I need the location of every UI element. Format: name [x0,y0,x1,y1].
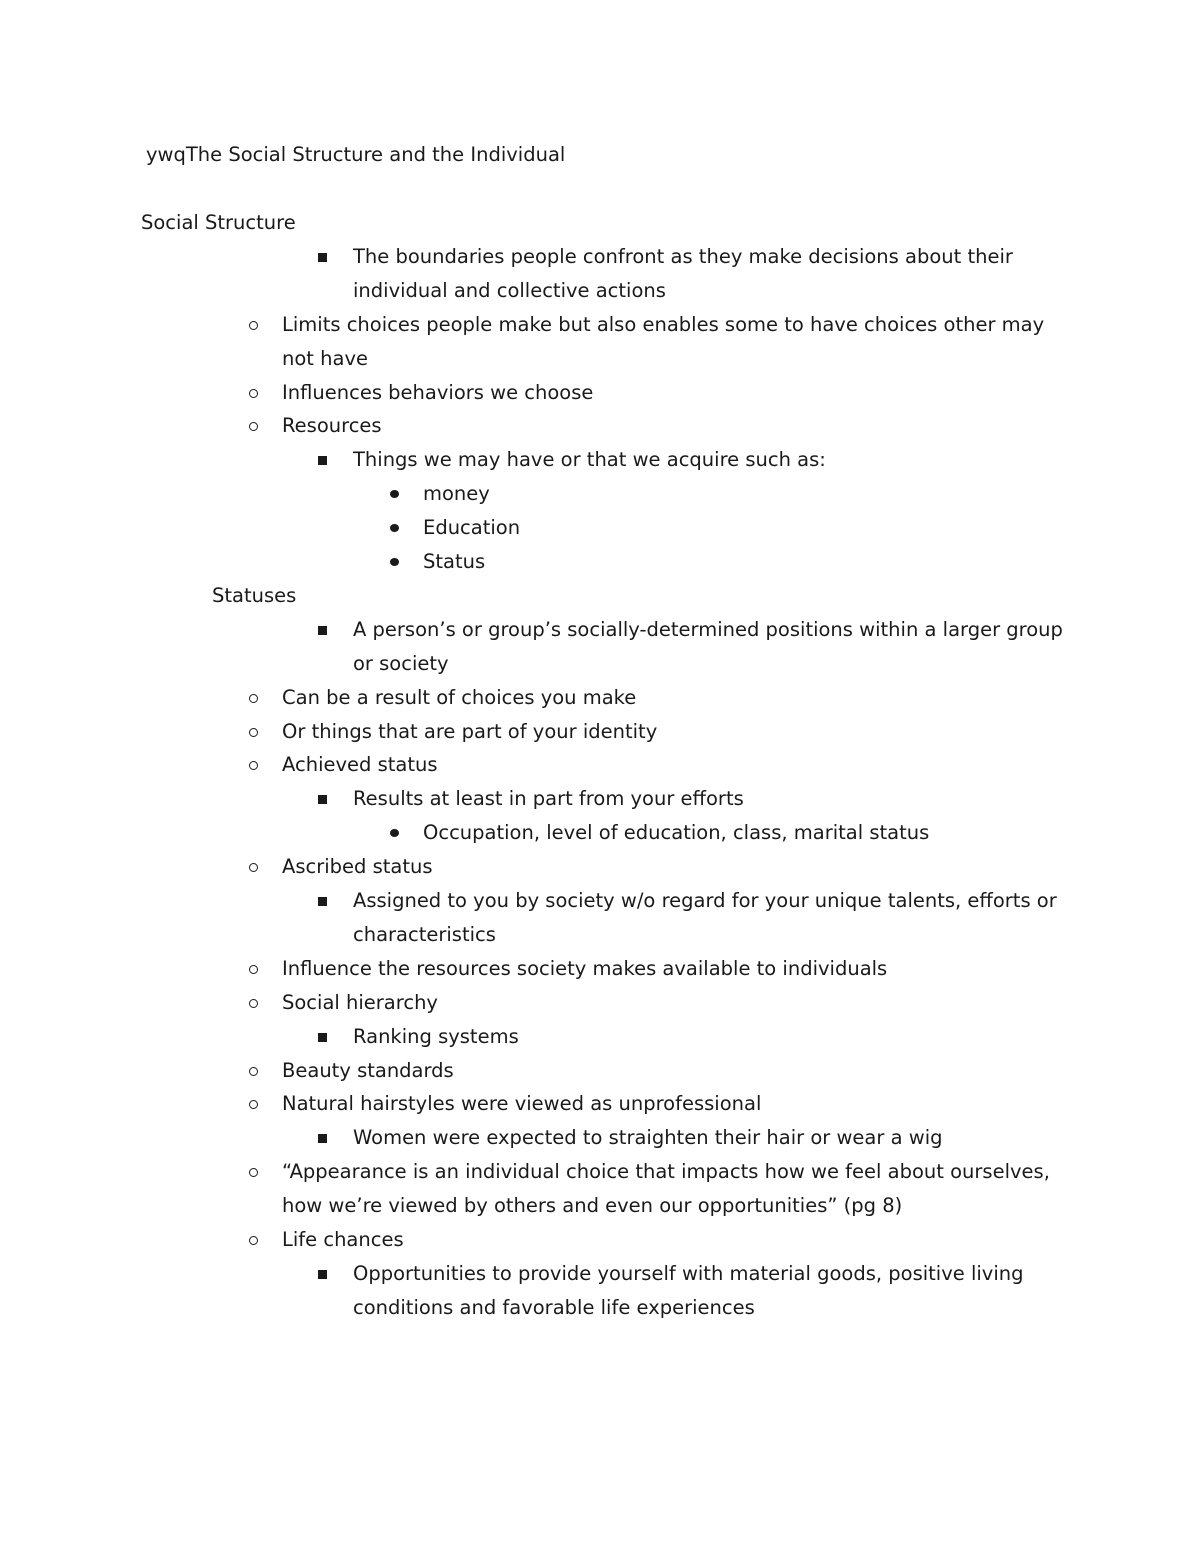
list-item-text: Or things that are part of your identity [282,719,658,743]
square-bullet-icon [318,897,327,906]
list-item-text: Resources [282,414,382,438]
filled-circle-bullet-icon [390,558,399,566]
document-title: ywqThe Social Structure and the Individual [146,143,566,166]
list-item-text: Life chances [282,1228,404,1251]
list-item-text: conditions and favorable life experiences [353,1295,755,1319]
section-heading: Social Structure [141,211,296,234]
square-bullet-icon [318,1134,327,1143]
list-item-text: Ranking systems [353,1024,519,1048]
filled-circle-bullet-icon [390,524,399,532]
hollow-circle-bullet-icon [249,1236,258,1245]
list-item-text: A person’s or group’s socially-determined positions within a larger group [353,617,1063,641]
list-item-text: characteristics [353,922,496,946]
section-heading: Statuses [212,583,297,607]
list-item-text: Status [423,550,486,573]
list-item-text: money [423,482,490,506]
list-item-text: Education [423,516,521,540]
hollow-circle-bullet-icon [249,1100,258,1109]
list-item-text: Natural hairstyles were viewed as unprofessional [282,1092,762,1116]
hollow-circle-bullet-icon [249,422,258,431]
list-item-text: Assigned to you by society w/o regard for your unique talents, efforts or [353,889,1057,912]
hollow-circle-bullet-icon [249,694,258,703]
list-item-text: or society [353,651,449,675]
list-item-text: Influences behaviors we choose [282,380,594,404]
hollow-circle-bullet-icon [249,389,258,398]
list-item-text: Ascribed status [282,855,433,879]
list-item-text: The boundaries people confront as they make decisions about their [353,244,1013,268]
square-bullet-icon [318,456,327,465]
list-item-text: Limits choices people make but also enables some to have choices other may [282,312,1045,336]
hollow-circle-bullet-icon [249,761,258,770]
hollow-circle-bullet-icon [249,1067,258,1076]
list-item-text: Opportunities to provide yourself with material goods, positive living [353,1261,1024,1285]
list-item-text: Occupation, level of education, class, marital status [423,821,930,845]
list-item-text: Influence the resources society makes available to individuals [282,956,888,980]
hollow-circle-bullet-icon [249,321,258,330]
list-item-text: how we’re viewed by others and even our opportunities” (pg 8) [282,1194,903,1218]
hollow-circle-bullet-icon [249,965,258,974]
list-item-text: Things we may have or that we acquire such as: [353,448,826,472]
square-bullet-icon [318,626,327,635]
list-item-text: Can be a result of choices you make [282,685,637,709]
list-item-text: Social hierarchy [282,990,438,1014]
square-bullet-icon [318,1270,327,1279]
list-item-text: not have [282,346,368,370]
hollow-circle-bullet-icon [249,863,258,872]
hollow-circle-bullet-icon [249,999,258,1008]
list-item-text: Achieved status [282,753,438,777]
square-bullet-icon [318,253,327,262]
list-item-text: Results at least in part from your efforts [353,787,744,811]
hollow-circle-bullet-icon [249,728,258,737]
square-bullet-icon [318,795,327,804]
filled-circle-bullet-icon [390,829,399,837]
hollow-circle-bullet-icon [249,1168,258,1177]
list-item-text: Women were expected to straighten their hair or wear a wig [353,1126,943,1150]
filled-circle-bullet-icon [390,490,399,498]
list-item-text: “Appearance is an individual choice that impacts how we feel about ourselves, [282,1160,1050,1184]
list-item-text: Beauty standards [282,1058,454,1082]
square-bullet-icon [318,1033,327,1042]
list-item-text: individual and collective actions [353,278,666,302]
